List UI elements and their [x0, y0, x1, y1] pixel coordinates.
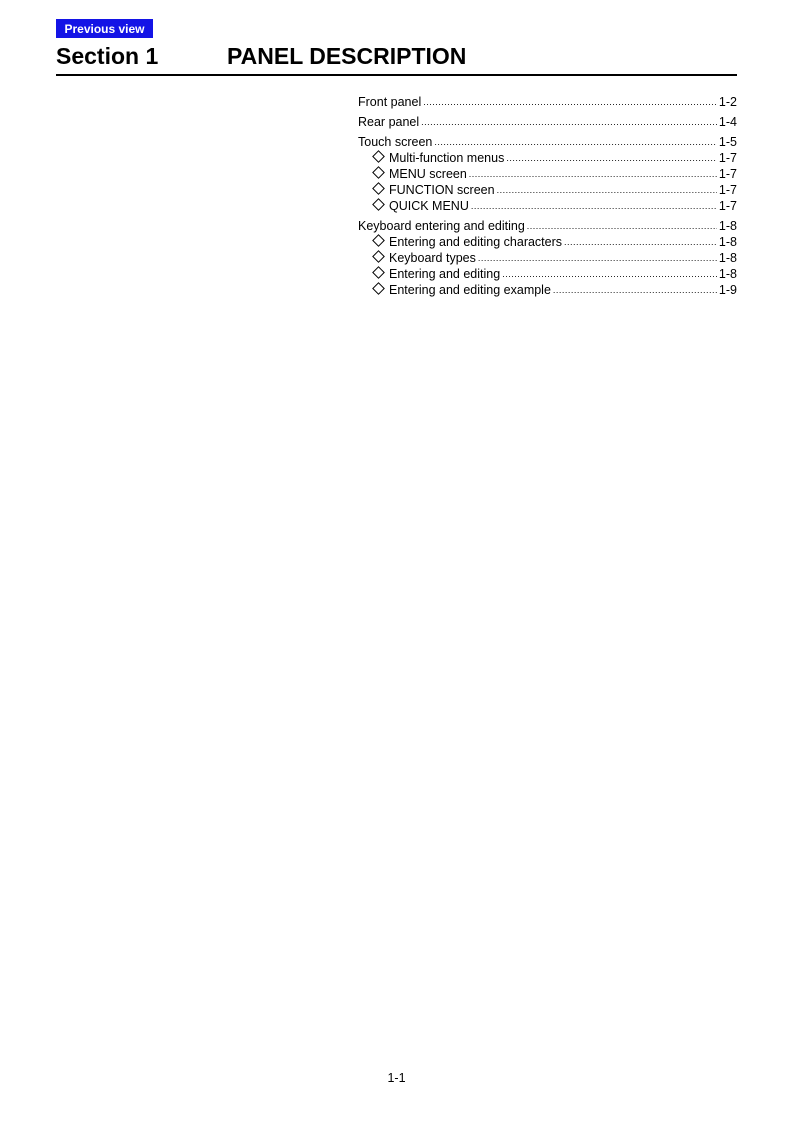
toc-entry-entering-and-editing-example[interactable] — [358, 282, 737, 298]
toc-entry-rear-panel[interactable] — [358, 114, 737, 130]
section-title: PANEL DESCRIPTION — [227, 43, 467, 69]
previous-view-button[interactable]: Previous view — [56, 19, 153, 38]
toc-entry-entering-and-editing[interactable] — [358, 266, 737, 282]
leader-dots — [469, 166, 717, 182]
toc-entry-label: FUNCTION screen — [389, 183, 495, 197]
toc-entry-page: 1-7 — [718, 151, 737, 165]
leader-dots — [527, 218, 717, 234]
toc-entry-menu-screen[interactable] — [358, 166, 737, 182]
toc-entry-label: Multi-function menus — [389, 151, 505, 165]
toc-entry-keyboard-types[interactable] — [358, 250, 737, 266]
leader-dots — [553, 282, 717, 298]
leader-dots — [434, 134, 717, 150]
toc-entry-entering-and-editing-characters[interactable] — [358, 234, 737, 250]
diamond-icon — [372, 150, 385, 163]
toc-entry-quick-menu[interactable] — [358, 198, 737, 214]
toc-entry-page: 1-7 — [718, 199, 737, 213]
header-divider — [56, 74, 737, 76]
diamond-icon — [372, 234, 385, 247]
leader-dots — [506, 150, 717, 166]
diamond-icon — [372, 282, 385, 295]
toc-entry-page: 1-8 — [718, 235, 737, 249]
toc-entry-page: 1-7 — [718, 183, 737, 197]
toc-entry-page: 1-5 — [718, 135, 737, 149]
toc-entry-label: Keyboard types — [389, 251, 476, 265]
leader-dots — [478, 250, 717, 266]
toc-entry-function-screen[interactable] — [358, 182, 737, 198]
toc-entry-page: 1-4 — [718, 115, 737, 129]
toc-entry-label: Touch screen — [358, 135, 433, 149]
toc-entry-front-panel[interactable] — [358, 94, 737, 110]
diamond-icon — [372, 166, 385, 179]
page-number: 1-1 — [387, 1071, 406, 1085]
diamond-icon — [372, 250, 385, 263]
toc-entry-label: Keyboard entering and editing — [358, 219, 525, 233]
toc-entry-keyboard-entering-and-editing[interactable] — [358, 218, 737, 234]
toc-entry-label: QUICK MENU — [389, 199, 469, 213]
toc-entry-page: 1-2 — [718, 95, 737, 109]
leader-dots — [471, 198, 717, 214]
toc-entry-label: Entering and editing — [389, 267, 501, 281]
leader-dots — [421, 114, 717, 130]
leader-dots — [564, 234, 717, 250]
toc-entry-label: Front panel — [358, 95, 422, 109]
toc-entry-page: 1-8 — [718, 219, 737, 233]
section-number: Section 1 — [56, 43, 159, 69]
table-of-contents — [358, 94, 737, 298]
toc-entry-label: Rear panel — [358, 115, 420, 129]
toc-entry-label: Entering and editing characters — [389, 235, 563, 249]
toc-entry-touch-screen[interactable] — [358, 134, 737, 150]
toc-entry-page: 1-7 — [718, 167, 737, 181]
diamond-icon — [372, 198, 385, 211]
diamond-icon — [372, 182, 385, 195]
leader-dots — [423, 94, 717, 110]
toc-entry-page: 1-8 — [718, 267, 737, 281]
leader-dots — [502, 266, 717, 282]
leader-dots — [497, 182, 717, 198]
toc-entry-page: 1-8 — [718, 251, 737, 265]
toc-entry-label: Entering and editing example — [389, 283, 551, 297]
diamond-icon — [372, 266, 385, 279]
toc-entry-label: MENU screen — [389, 167, 467, 181]
toc-entry-multi-function-menus[interactable] — [358, 150, 737, 166]
toc-entry-page: 1-9 — [718, 283, 737, 297]
